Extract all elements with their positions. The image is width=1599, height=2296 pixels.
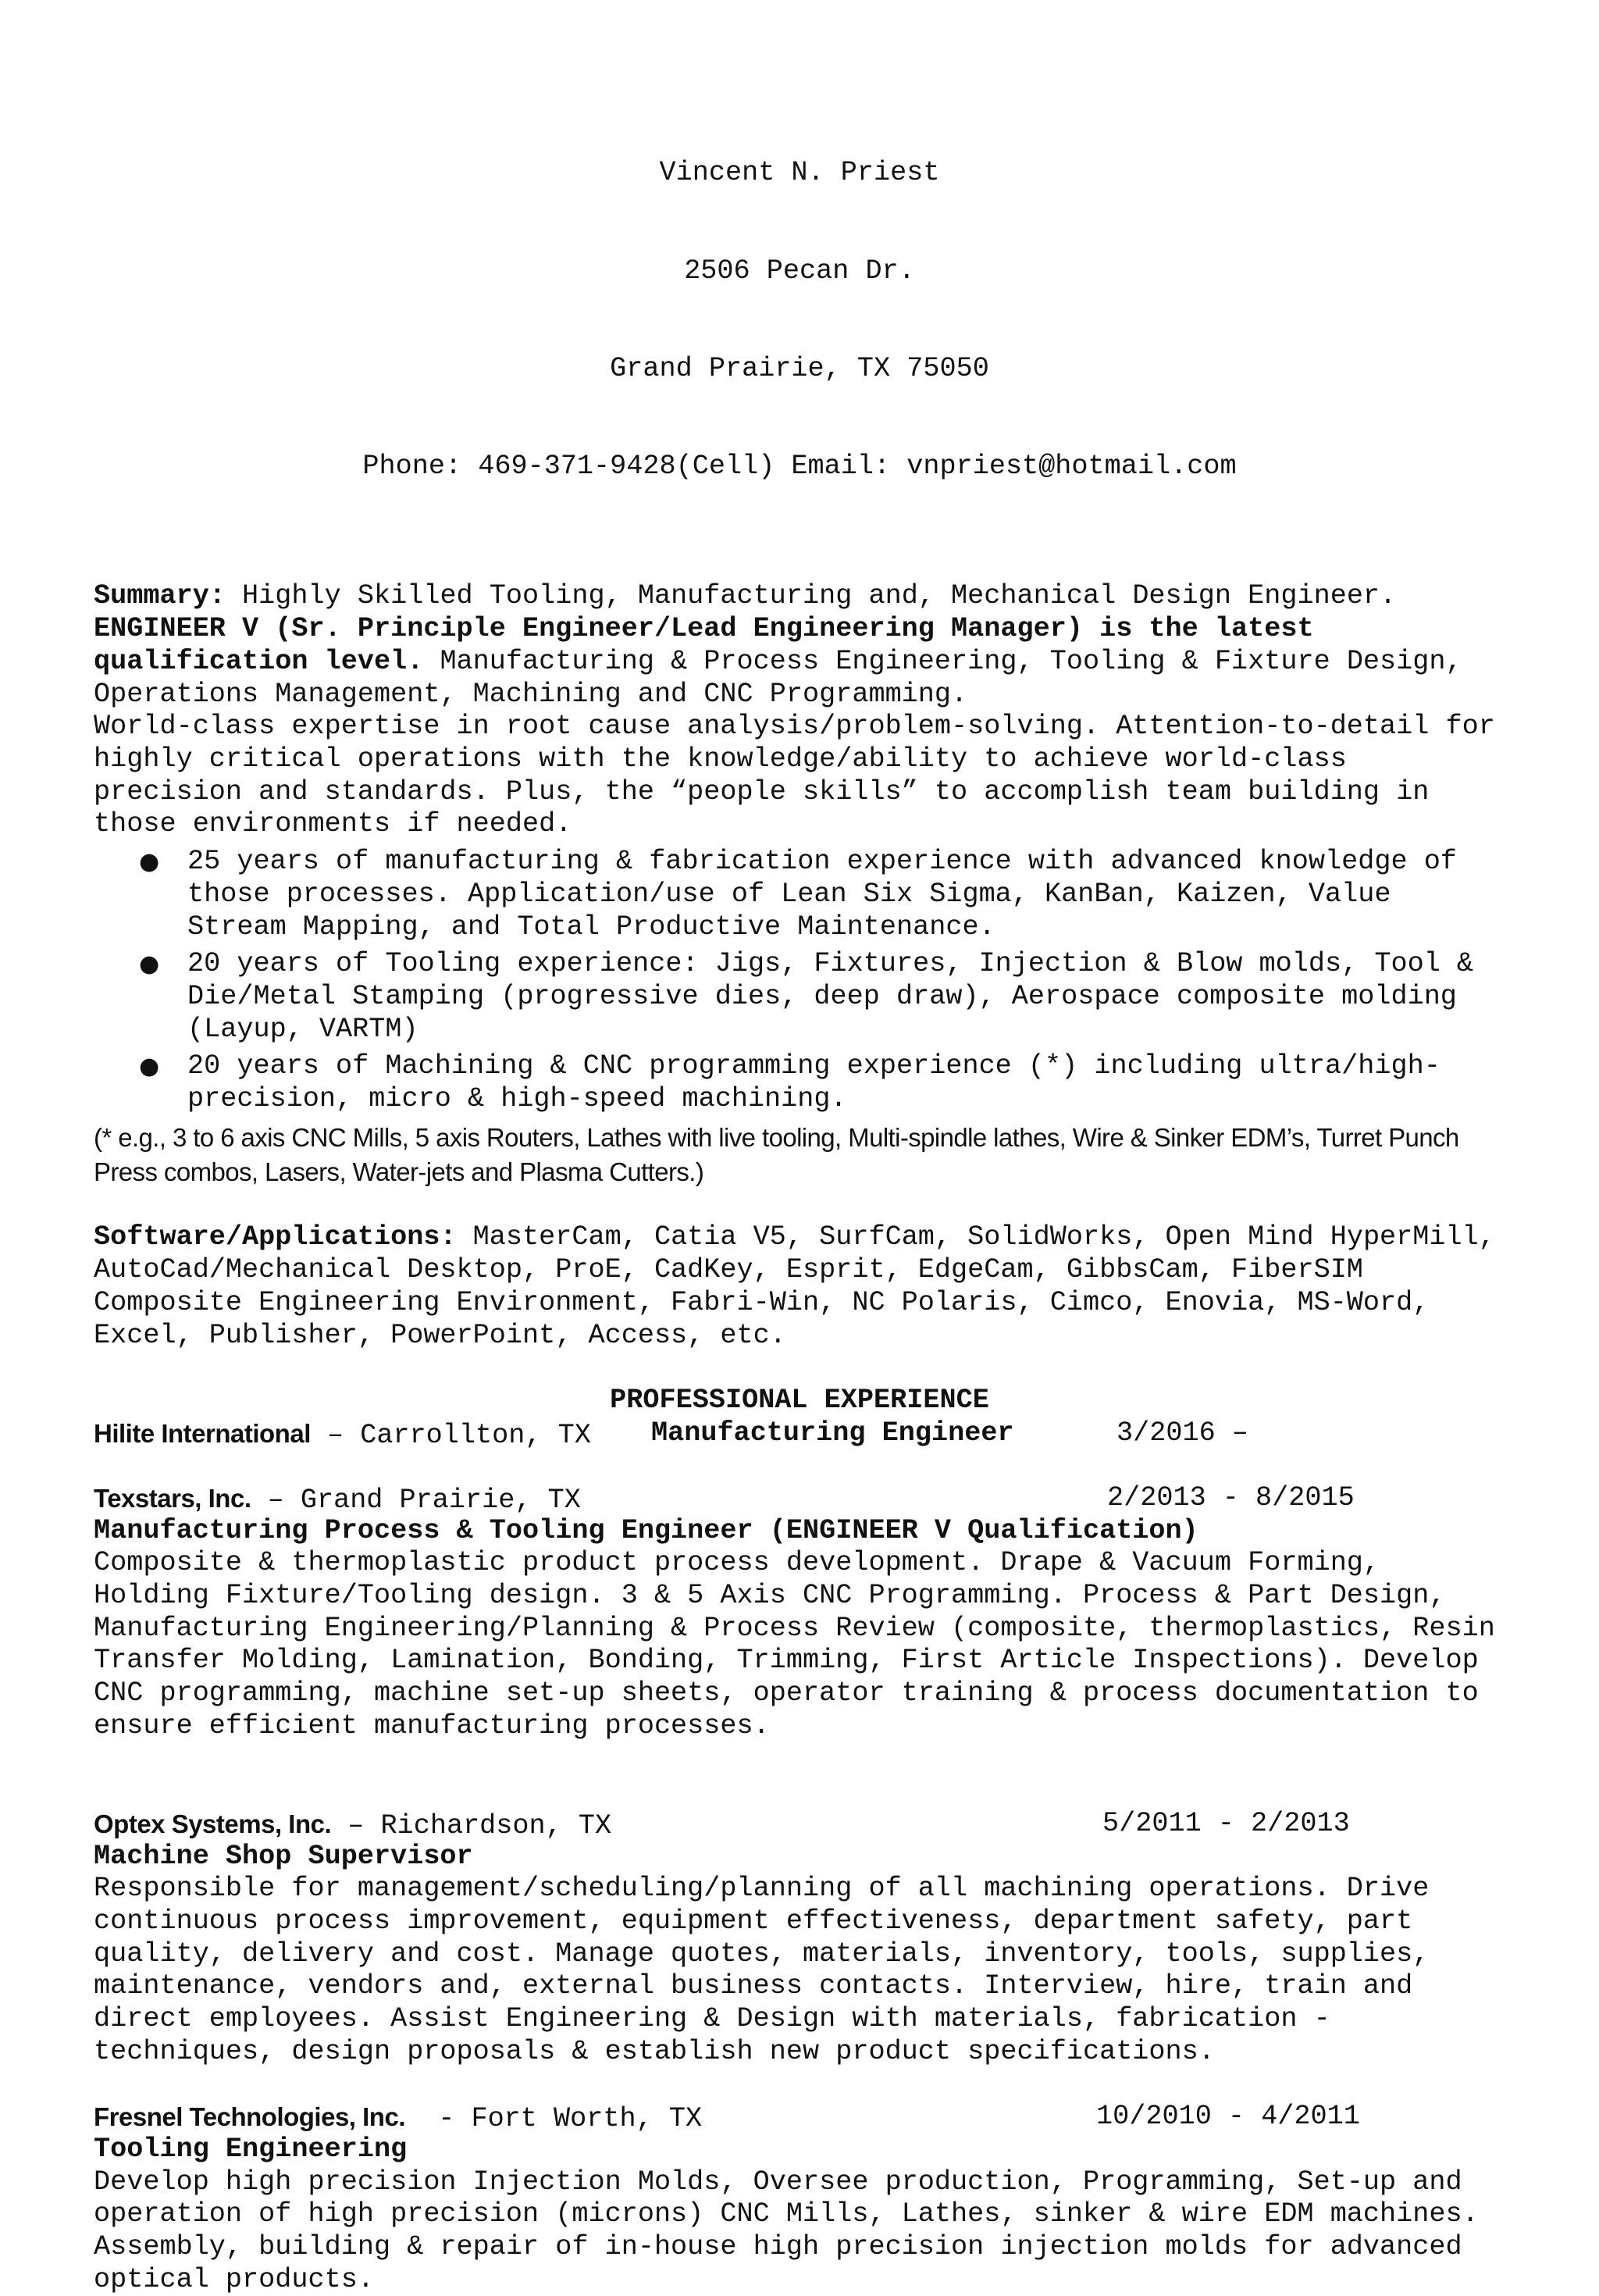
job-header bbox=[94, 1417, 1505, 1450]
software-label: Software/Applications: bbox=[94, 1221, 457, 1253]
list-item: ● 20 years of Machining & CNC programming experience (*) including ultra/high-precision, micro & high-speed machining. bbox=[139, 1050, 1441, 1115]
job-description: Composite & thermoplastic product process development. Drape & Vacuum Forming, Holding Fixture/Tooling design. 3 & 5 Axis CNC Programming. Process & Part Design, Manufacturing Engineering/Planning & Process Review (composite, thermoplastics, Resin Transfer Molding, Lamination, Bonding, Trimming, First Article Inspections). Develop CNC programming, machine set-up sheets, operator training & process documentation to ensure efficient manufacturing processes. bbox=[94, 1547, 1495, 1742]
list-item: ● 25 years of manufacturing & fabrication experience with advanced knowledge of those processes. Application/use of Lean Six Sigma, KanBan, Kaizen, Value Stream Mapping, and Total Productive Maintenance. bbox=[139, 846, 1457, 943]
job-title: Tooling Engineering bbox=[94, 2133, 408, 2165]
city-state-zip: Grand Prairie, TX 75050 bbox=[610, 352, 989, 384]
bullet-icon: ● bbox=[139, 1053, 160, 1081]
experience-highlights bbox=[94, 846, 1505, 1116]
list-item: ● 20 years of Tooling experience: Jigs, Fixtures, Injection & Blow molds, Tool & Die/Metal Stamping (progressive dies, deep draw), Aerospace composite molding (Layup, VARTM) bbox=[139, 948, 1474, 1045]
summary-areas: Manufacturing & Process Engineering, Tooling & Fixture Design, Operations Management, Machining and CNC Programming. bbox=[94, 645, 1462, 710]
candidate-name: Vincent N. Priest bbox=[659, 157, 940, 189]
job-dates: 5/2011 - 2/2013 bbox=[1102, 1807, 1350, 1839]
job-header bbox=[94, 1808, 1505, 1841]
company-name: Texstars, Inc. bbox=[94, 1483, 251, 1513]
job-dates: 2/2013 - 8/2015 bbox=[1107, 1481, 1355, 1513]
experience-heading: PROFESSIONAL EXPERIENCE bbox=[610, 1384, 989, 1416]
job-optex bbox=[94, 1808, 1505, 2069]
contact-header bbox=[94, 92, 1505, 548]
job-fresnel bbox=[94, 2101, 1505, 2296]
job-dates: 3/2016 – bbox=[1116, 1417, 1248, 1449]
job-header bbox=[94, 1482, 1505, 1515]
job-location: - Fort Worth, TX bbox=[404, 2103, 703, 2135]
job-title: Manufacturing Process & Tooling Engineer (ENGINEER V Qualification) bbox=[94, 1514, 1198, 1546]
job-location: – Richardson, TX bbox=[331, 1809, 612, 1841]
company-name: Fresnel Technologies, Inc. bbox=[94, 2102, 405, 2132]
software-list: MasterCam, Catia V5, SurfCam, SolidWorks, Open Mind HyperMill, AutoCad/Mechanical Desktop, ProE, CadKey, Esprit, EdgeCam, GibbsCam, FiberSIM Composite Engineering Environment, Fabri-Win, NC Polaris, Cimco, Enovia, MS-Word, Excel, Publisher, PowerPoint, Access, etc. bbox=[94, 1221, 1495, 1351]
bullet-icon: ● bbox=[139, 848, 160, 876]
job-texstars bbox=[94, 1482, 1505, 1743]
job-dates: 10/2010 - 4/2011 bbox=[1096, 2101, 1360, 2133]
job-location: – Grand Prairie, TX bbox=[251, 1484, 581, 1516]
company-name: Optex Systems, Inc. bbox=[94, 1809, 332, 1838]
resume-page bbox=[94, 92, 1505, 2296]
summary-expertise: World-class expertise in root cause analysis/problem-solving. Attention-to-detail for highly critical operations with the knowledge/ability to achieve world-class precision and standards. Plus, the “people skills” to accomplish team building in those environments if needed. bbox=[94, 711, 1495, 840]
qualification-statement: ENGINEER V (Sr. Principle Engineer/Lead Engineering Manager) is the latest qualification level. bbox=[94, 613, 1314, 677]
job-hilite bbox=[94, 1417, 1505, 1450]
job-description: Develop high precision Injection Molds, Oversee production, Programming, Set-up and operation of high precision (microns) CNC Mills, Lathes, sinker & wire EDM machines. Assembly, building & repair of in-house high precision injection molds for advanced optical products. bbox=[94, 2166, 1479, 2295]
job-title: Manufacturing Engineer bbox=[651, 1417, 1014, 1449]
bullet-icon: ● bbox=[139, 950, 160, 979]
job-title: Machine Shop Supervisor bbox=[94, 1840, 473, 1872]
summary-label: Summary: bbox=[94, 580, 226, 612]
software-section bbox=[94, 1221, 1505, 1352]
phone-email: Phone: 469-371-9428(Cell) Email: vnpriest@hotmail.com bbox=[362, 450, 1237, 482]
street-address: 2506 Pecan Dr. bbox=[684, 255, 915, 287]
job-description: Responsible for management/scheduling/planning of all machining operations. Drive continuous process improvement, equipment effectiveness, department safety, part quality, delivery and cost. Manage quotes, materials, inventory, tools, supplies, maintenance, vendors and, external business contacts. Interview, hire, train and direct employees. Assist Engineering & Design with materials, fabrication - techniques, design proposals & establish new product specifications. bbox=[94, 1873, 1430, 2067]
summary-paragraph bbox=[94, 580, 1505, 841]
job-location: – Carrollton, TX bbox=[310, 1419, 591, 1451]
summary-section bbox=[94, 580, 1505, 1189]
machine-footnote: (* e.g., 3 to 6 axis CNC Mills, 5 axis Routers, Lathes with live tooling, Multi-spindle lathes, Wire & Sinker EDM’s, Turret Punch Press combos, Lasers, Water-jets and Plasma Cutters.) bbox=[94, 1122, 1459, 1186]
summary-lead: Highly Skilled Tooling, Manufacturing and, Mechanical Design Engineer. bbox=[225, 580, 1397, 612]
company-name: Hilite International bbox=[94, 1418, 311, 1448]
job-header bbox=[94, 2101, 1505, 2134]
